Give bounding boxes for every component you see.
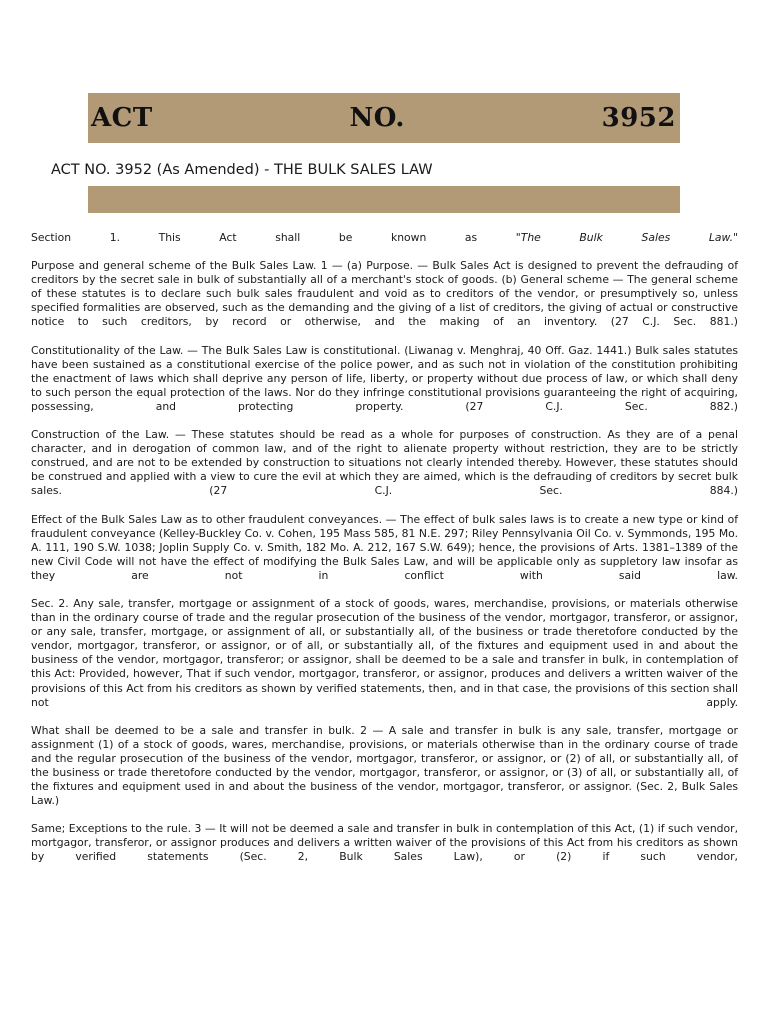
title-word-act: ACT xyxy=(91,103,153,133)
section-2-paragraph: Sec. 2. Any sale, transfer, mortgage or assignment of a stock of goods, wares, merchandise, provisions, or materials otherwise than in the ordinary course of trade and the regular prosecution of the business of the vendor, mortgagor, transferor, or assignor, or any sale, transfer, mortgage, or assignment of all, or substantially all, of the business or trade theretofore conducted by the vendor, mortgagor, transferor, or assignor, or of all, or substantially all, of the fixtures and equipment used in and about the business of the vendor, mortgagor, transferor; or assignor, shall be deemed to be a sale and transfer in bulk, in contemplation of this Act: Provided, however, That if such vendor, mortgagor, transferor, or assignor, produces and delivers a written waiver of the provisions of this Act from his creditors as shown by verified statements, then, and in that case, the provisions of this section shall not apply. xyxy=(31,596,738,709)
decorative-band xyxy=(88,186,680,213)
title-word-number: 3952 xyxy=(601,103,676,133)
effect-paragraph: Effect of the Bulk Sales Law as to other fraudulent conveyances. — The effect of bulk sales laws is to create a new type or kind of fraudulent conveyance (Kelley-Buckley Co. v. Cohen, 195 Mass 585, 81 N.E. 297; Riley Pennsylvania Oil Co. v. Symmonds, 195 Mo. A. 111, 190 S.W. 1038; Joplin Supply Co. v. Smith, 182 Mo. A. 212, 167 S.W. 649); hence, the provisions of Arts. 1381–1389 of the new Civil Code will not have the effect of modifying the Bulk Sales Law, and will be applicable only as suppletory law insofar as they are not in conflict with said law. xyxy=(31,512,738,582)
section-1-paragraph xyxy=(31,231,738,245)
section-1-short-title: "The Bulk Sales Law." xyxy=(515,231,738,244)
constitutionality-paragraph: Constitutionality of the Law. — The Bulk Sales Law is constitutional. (Liwanag v. Menghraj, 40 Off. Gaz. 1441.) Bulk sales statutes have been sustained as a constitutional exercise of the police power, and as such not in violation of the constitution prohibiting the enactment of laws which shall deprive any person of life, liberty, or property without due process of law, or which shall deny to such person the equal protection of the laws. Nor do they infringe constitutional provisions guaranteeing the right of acquiring, possessing, and protecting property. (27 C.J. Sec. 882.) xyxy=(31,343,738,413)
purpose-paragraph: Purpose and general scheme of the Bulk Sales Law. 1 — (a) Purpose. — Bulk Sales Act is designed to prevent the defrauding of creditors by the secret sale in bulk of substantially all of a merchant's stock of goods. (b) General scheme — The general scheme of these statutes is to declare such bulk sales fraudulent and void as to creditors of the vendor, or presumptively so, unless specified formalities are observed, such as the demanding and the giving of a list of creditors, the giving of actual or constructive notice to such creditors, by record or otherwise, and the making of an inventory. (27 C.J. Sec. 881.) xyxy=(31,259,738,329)
title-word-no: NO. xyxy=(349,103,405,133)
exceptions-paragraph: Same; Exceptions to the rule. 3 — It will not be deemed a sale and transfer in bulk in contemplation of this Act, (1) if such vendor, mortgagor, transferor, or assignor produces and delivers a written waiver of the provisions of this Act from his creditors as shown by verified statements (Sec. 2, Bulk Sales Law), or (2) if such vendor, xyxy=(31,822,738,864)
document-body xyxy=(31,231,738,879)
document-subtitle: ACT NO. 3952 (As Amended) - THE BULK SALES LAW xyxy=(51,162,433,178)
sale-transfer-bulk-paragraph: What shall be deemed to be a sale and transfer in bulk. 2 — A sale and transfer in bulk is any sale, transfer, mortgage or assignment (1) of a stock of goods, wares, merchandise, provisions, or materials otherwise than in the ordinary course of trade and the regular prosecution of the business of the vendor, mortgagor, transferor, or assignor, or (2) of all, or substantially all, of the business or trade theretofore conducted by the vendor, mortgagor, transferor, or assignor, or (3) of all, or substantially all, of the fixtures and equipment used in and about the business of the vendor, mortgagor, transferor, or assignor. (Sec. 2, Bulk Sales Law.) xyxy=(31,723,738,808)
document-title-banner xyxy=(88,93,680,143)
section-1-text: Section 1. This Act shall be known as xyxy=(31,231,516,244)
construction-paragraph: Construction of the Law. — These statutes should be read as a whole for purposes of construction. As they are of a penal character, and in derogation of common law, and of the right to alienate property without restriction, they are to be strictly construed, and are not to be extended by construction to situations not clearly intended thereby. However, these statutes should be construed and applied with a view to cure the evil at which they are aimed, which is the defrauding of creditors by secret bulk sales. (27 C.J. Sec. 884.) xyxy=(31,428,738,498)
